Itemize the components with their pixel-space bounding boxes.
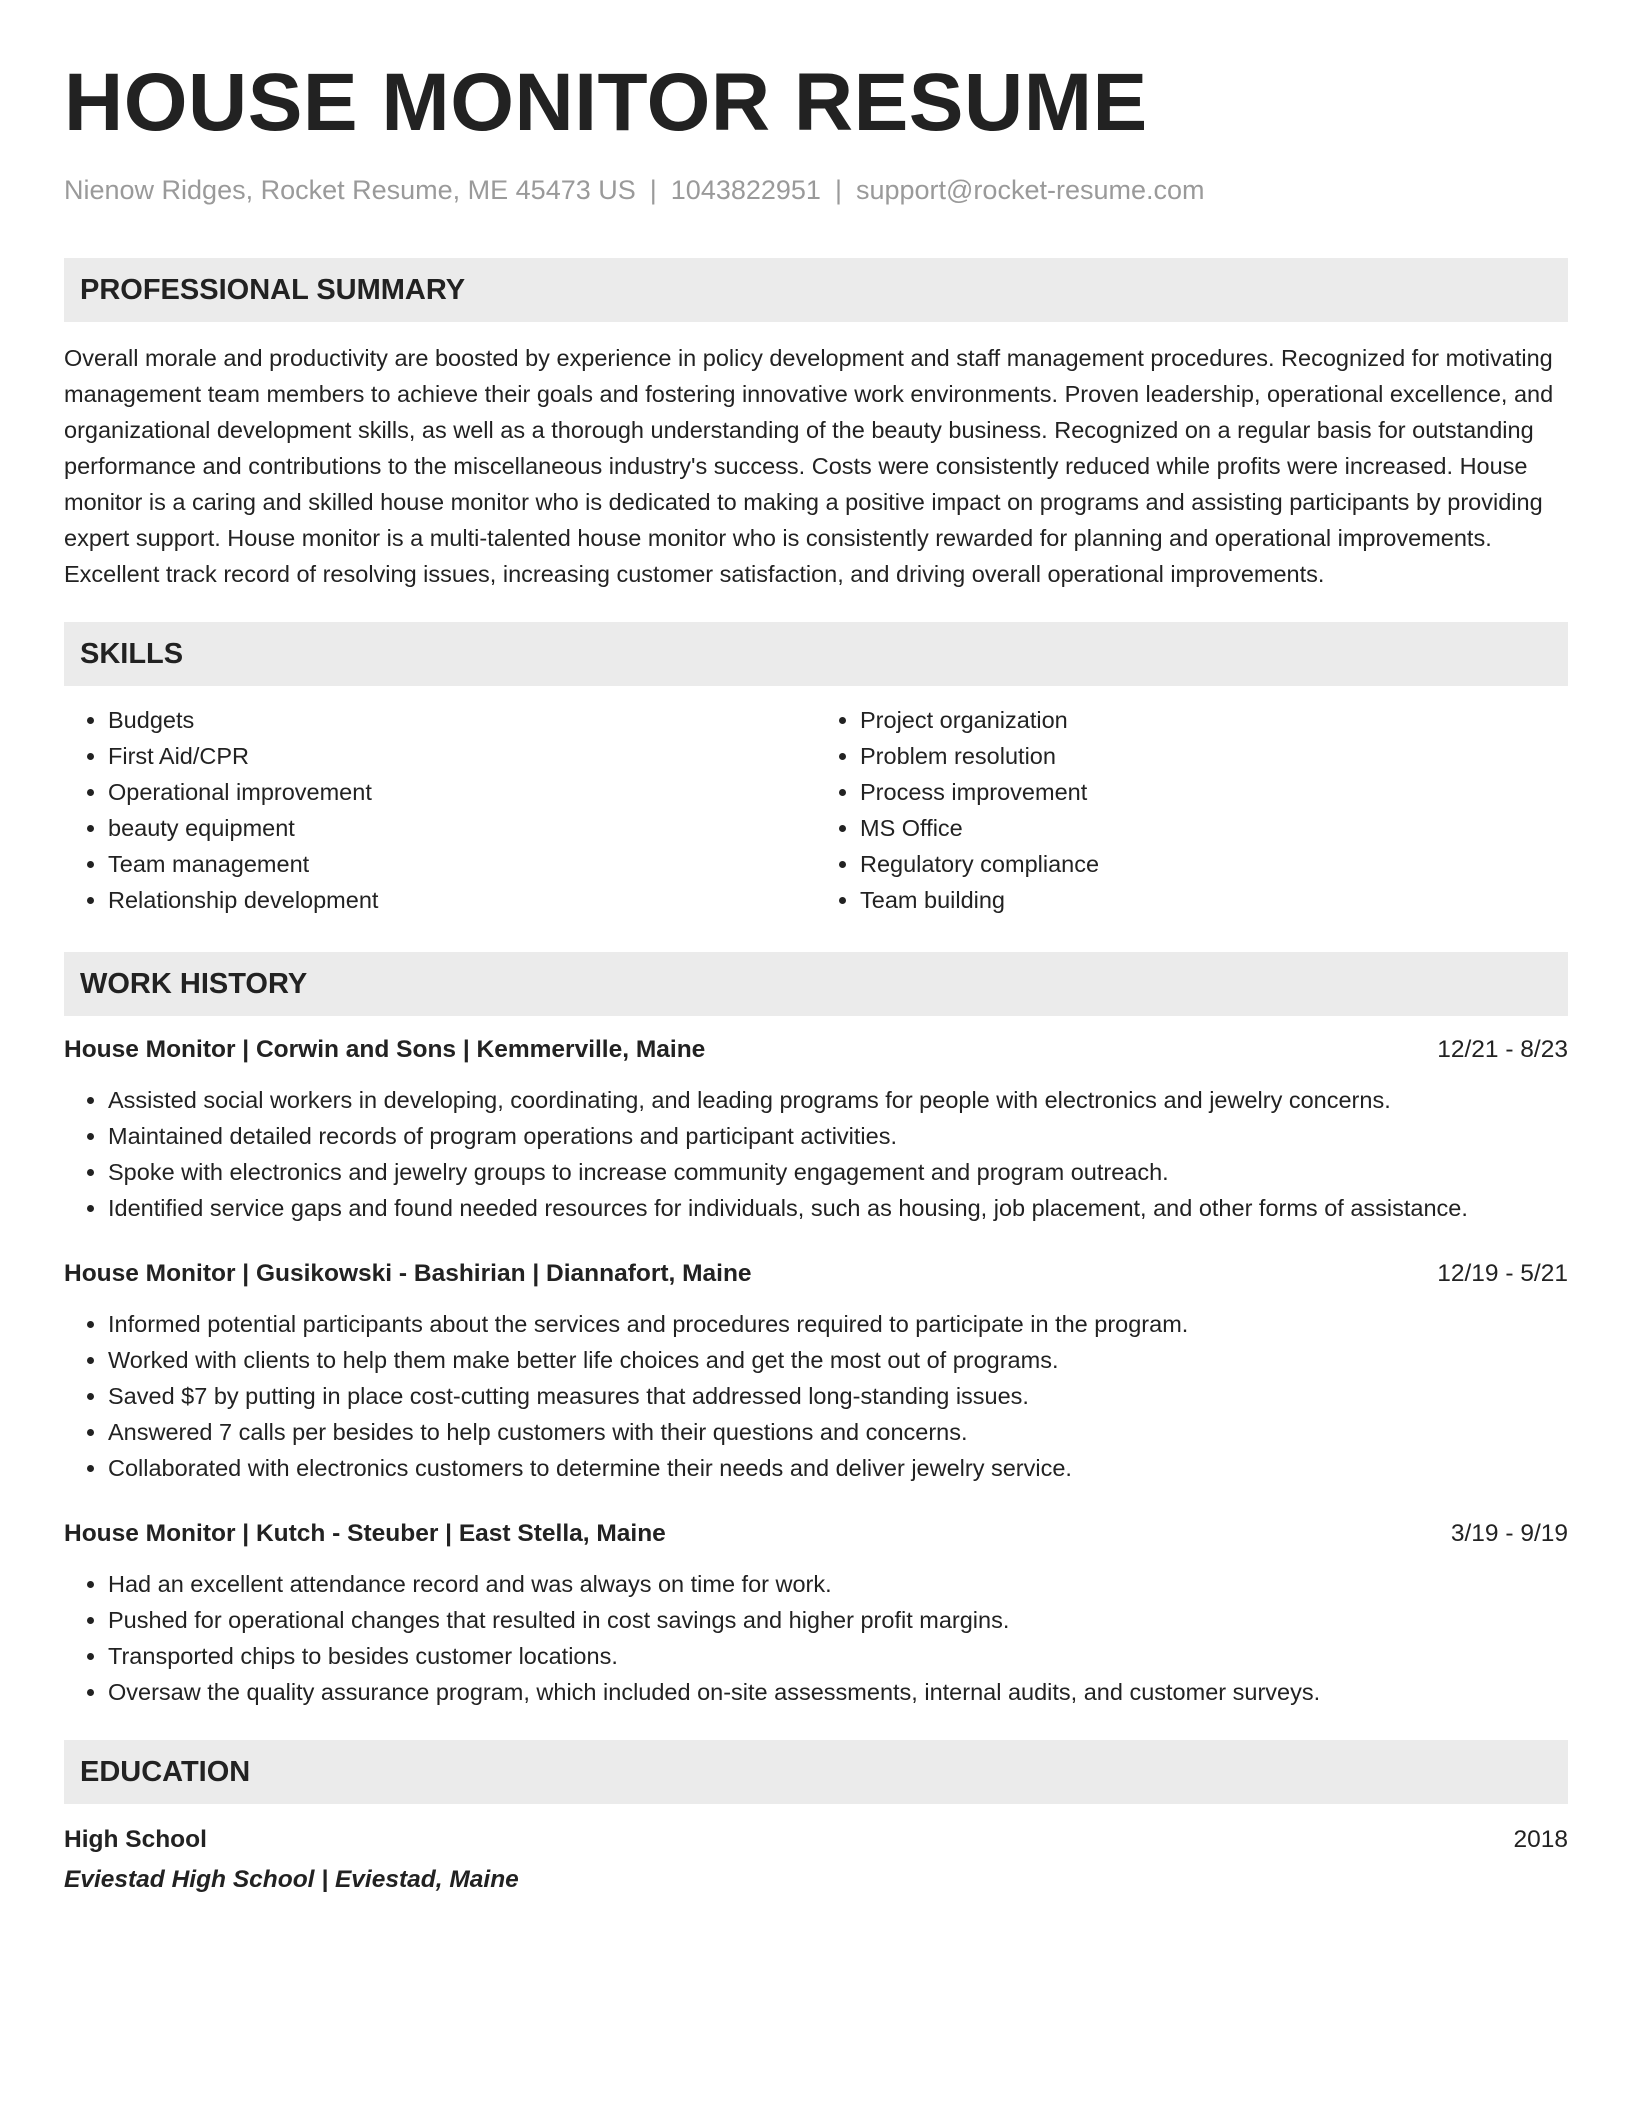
section-header-education: EDUCATION (64, 1740, 1568, 1804)
skill-item: • Relationship development (108, 882, 816, 918)
job-bullet: • Informed potential participants about the services and procedures required to participate in the program. (108, 1306, 1568, 1342)
skill-item: • Team management (108, 846, 816, 882)
skill-item: • Problem resolution (860, 738, 1568, 774)
job-bullet: • Identified service gaps and found needed resources for individuals, such as housing, job placement, and other forms of assistance. (108, 1190, 1568, 1226)
job-bullet: • Oversaw the quality assurance program, which included on-site assessments, internal audits, and customer surveys. (108, 1674, 1568, 1710)
job-entry (64, 1516, 1568, 1710)
job-bullet: • Answered 7 calls per besides to help customers with their questions and concerns. (108, 1414, 1568, 1450)
section-header-skills: SKILLS (64, 622, 1568, 686)
skill-item: • Project organization (860, 702, 1568, 738)
skill-item: • Operational improvement (108, 774, 816, 810)
contact-separator: | (834, 175, 842, 205)
skill-item: • beauty equipment (108, 810, 816, 846)
contact-address: Nienow Ridges, Rocket Resume, ME 45473 US (64, 175, 636, 205)
job-title: House Monitor | Kutch - Steuber | East Stella, Maine (64, 1520, 666, 1548)
job-bullet: • Had an excellent attendance record and was always on time for work. (108, 1566, 1568, 1602)
job-entry (64, 1256, 1568, 1486)
job-title: House Monitor | Gusikowski - Bashirian | Diannafort, Maine (64, 1260, 752, 1288)
job-dates: 3/19 - 9/19 (1450, 1520, 1568, 1548)
job-bullet: • Pushed for operational changes that resulted in cost savings and higher profit margins. (108, 1602, 1568, 1638)
job-title: House Monitor | Corwin and Sons | Kemmerville, Maine (64, 1036, 706, 1064)
job-bullet: • Saved $7 by putting in place cost-cutting measures that addressed long-standing issues. (108, 1378, 1568, 1414)
contact-separator: | (649, 175, 657, 205)
job-bullet: • Worked with clients to help them make better life choices and get the most out of programs. (108, 1342, 1568, 1378)
education-year: 2018 (1513, 1826, 1568, 1854)
job-bullet: • Assisted social workers in developing, coordinating, and leading programs for people with electronics and jewelry concerns. (108, 1082, 1568, 1118)
education-school: Eviestad High School | Eviestad, Maine (64, 1866, 519, 1894)
skill-item: • Regulatory compliance (860, 846, 1568, 882)
skill-item: • Process improvement (860, 774, 1568, 810)
skill-item: • First Aid/CPR (108, 738, 816, 774)
job-bullets (64, 1306, 1568, 1486)
summary-text: Overall morale and productivity are boosted by experience in policy development and staff management procedures. Recognized for motivating management team members to achieve their goals and fostering innovative work environments. Proven leadership, operational excellence, and organizational development skills, as well as a thorough understanding of the beauty business. Recognized on a regular basis for outstanding performance and contributions to the miscellaneous industry's success. Costs were consistently reduced while profits were increased. House monitor is a caring and skilled house monitor who is dedicated to making a positive impact on programs and assisting participants by providing expert support. House monitor is a multi-talented house monitor who is consistently rewarded for planning and operational improvements. Excellent track record of resolving issues, increasing customer satisfaction, and driving overall operational improvements. (64, 345, 1554, 588)
resume-title: HOUSE MONITOR RESUME (64, 57, 1148, 148)
job-bullet: • Spoke with electronics and jewelry groups to increase community engagement and program outreach. (108, 1154, 1568, 1190)
job-bullets (64, 1566, 1568, 1710)
job-entry (64, 1032, 1568, 1226)
job-dates: 12/21 - 8/23 (1437, 1036, 1568, 1064)
job-dates: 12/19 - 5/21 (1437, 1260, 1568, 1288)
job-bullet: • Maintained detailed records of program operations and participant activities. (108, 1118, 1568, 1154)
job-bullet: • Transported chips to besides customer locations. (108, 1638, 1568, 1674)
job-header (64, 1516, 1568, 1552)
education-header (64, 1820, 1568, 1860)
section-header-summary: PROFESSIONAL SUMMARY (64, 258, 1568, 322)
contact-email: support@rocket-resume.com (855, 175, 1205, 205)
job-bullet: • Collaborated with electronics customers to determine their needs and deliver jewelry service. (108, 1450, 1568, 1486)
education-entry (64, 1820, 1568, 1900)
skills-column-right (816, 702, 1568, 918)
skill-item: • MS Office (860, 810, 1568, 846)
education-degree: High School (64, 1826, 207, 1854)
skills-column-left (64, 702, 816, 918)
contact-line (64, 174, 1568, 206)
job-bullets (64, 1082, 1568, 1226)
section-header-work-history: WORK HISTORY (64, 952, 1568, 1016)
skill-item: • Team building (860, 882, 1568, 918)
contact-phone: 1043822951 (670, 175, 821, 205)
skills-list (64, 702, 1568, 918)
job-header (64, 1032, 1568, 1068)
skill-item: • Budgets (108, 702, 816, 738)
job-header (64, 1256, 1568, 1292)
